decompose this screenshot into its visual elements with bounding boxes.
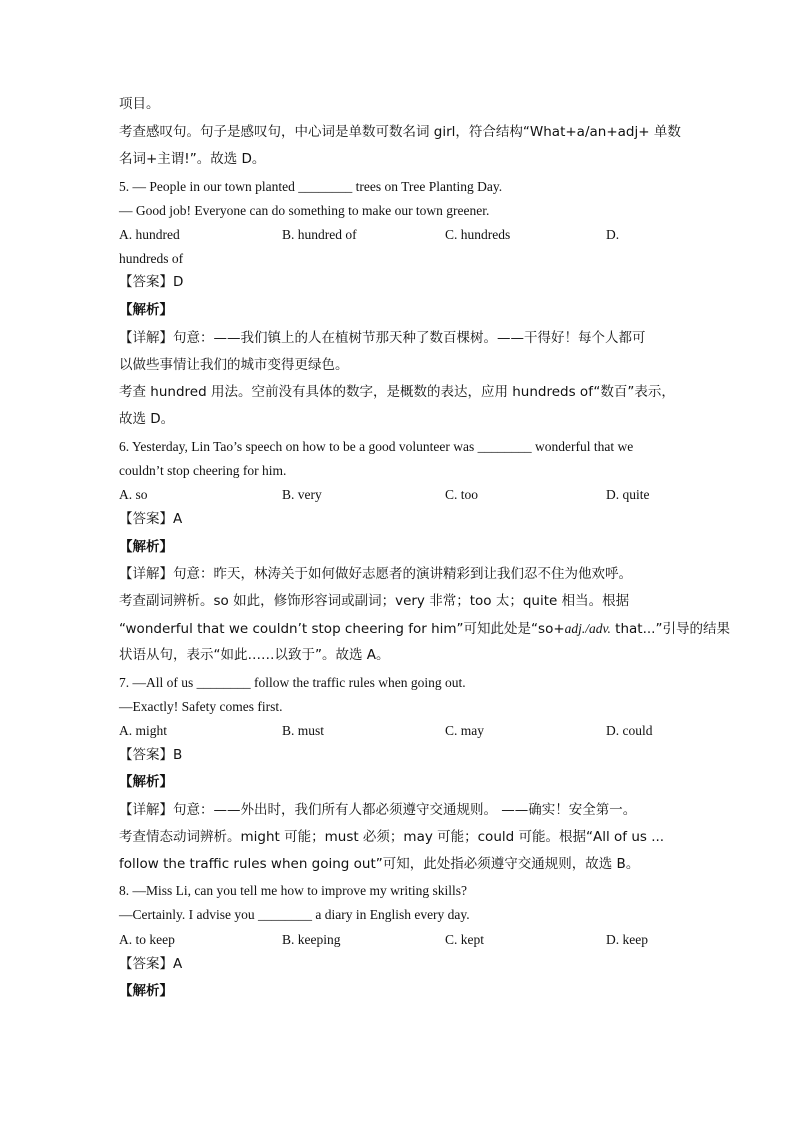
option-d: D. quite [606,487,650,502]
detail-line: 考查副词辨析。so 如此，修饰形容词或副词；very 非常；too 太；quite 相当。根据 [119,593,630,609]
text-line: 考查感叹句。句子是感叹句，中心词是单数可数名词 girl，符合结构“What+a/an+adj+ 单数 [119,124,681,140]
detail-line: 【详解】句意：——外出时，我们所有人都必须遵守交通规则。 ——确实！安全第一。 [119,802,637,818]
option-c: C. may [445,723,484,738]
answer-tag: 【答案】A [119,956,183,972]
answer-tag: 【答案】A [119,511,183,527]
question-5-stem-2: — Good job! Everyone can do something to make our town greener. [119,203,490,218]
detail-line: 考查 hundred 用法。空前没有具体的数字，是概数的表达，应用 hundreds of“数百”表示， [119,384,675,400]
detail-line: 故选 D。 [119,411,175,427]
option-d: D. could [606,723,653,738]
option-d: D. [606,227,620,242]
option-d: D. keep [606,932,648,947]
question-8-stem-2: —Certainly. I advise you ________ a diary in English every day. [119,907,470,922]
option-a: A. to keep [119,932,175,947]
question-6-stem: 6. Yesterday, Lin Tao’s speech on how to be a good volunteer was ________ wonderful that we [119,439,634,454]
question-7-stem: 7. —All of us ________ follow the traffic rules when going out. [119,675,466,690]
text-line: 名词+主谓!”。故选 D。 [119,151,266,167]
detail-line: 考查情态动词辨析。might 可能；must 必须；may 可能；could 可能。根据“All of us ... [119,829,665,845]
option-c: C. kept [445,932,484,947]
text-line: 项目。 [119,96,160,112]
analysis-tag: 【解析】 [119,539,173,555]
detail-line [119,622,730,637]
detail-line: follow the traffic rules when going out”可知，此处指必须遵守交通规则，故选 B。 [119,856,640,872]
question-8-stem: 8. —Miss Li, can you tell me how to improve my writing skills? [119,883,467,898]
detail-line: 状语从句，表示“如此……以致于”。故选 A。 [119,647,390,663]
option-a: A. might [119,723,168,738]
answer-tag: 【答案】D [119,274,184,290]
analysis-tag: 【解析】 [119,983,173,999]
analysis-tag: 【解析】 [119,302,173,318]
option-b: B. hundred of [282,227,357,242]
option-b: B. very [282,487,322,502]
option-b: B. keeping [282,932,341,947]
option-c: C. too [445,487,479,502]
option-c: C. hundreds [445,227,511,242]
question-7-stem-2: —Exactly! Safety comes first. [119,699,283,714]
answer-tag: 【答案】B [119,747,183,763]
detail-line: 【详解】句意：——我们镇上的人在植树节那天种了数百棵树。——干得好！每个人都可 [119,330,646,346]
question-5-stem: 5. — People in our town planted ________ trees on Tree Planting Day. [119,179,503,194]
question-6-stem-2: couldn’t stop cheering for him. [119,463,287,478]
option-a: A. so [119,487,148,502]
detail-text: that...”引导的结果 [610,621,730,637]
option-d-wrap: hundreds of [119,251,184,266]
detail-text: “wonderful that we couldn’t stop cheering for him”可知此处是“so+ [119,621,565,637]
option-a: A. hundred [119,227,180,242]
detail-line: 以做些事情让我们的城市变得更绿色。 [119,357,349,373]
analysis-tag: 【解析】 [119,774,173,790]
detail-line: 【详解】句意：昨天，林涛关于如何做好志愿者的演讲精彩到让我们忍不住为他欢呼。 [119,566,632,582]
detail-italic: adj./adv. [564,621,611,636]
option-b: B. must [282,723,325,738]
